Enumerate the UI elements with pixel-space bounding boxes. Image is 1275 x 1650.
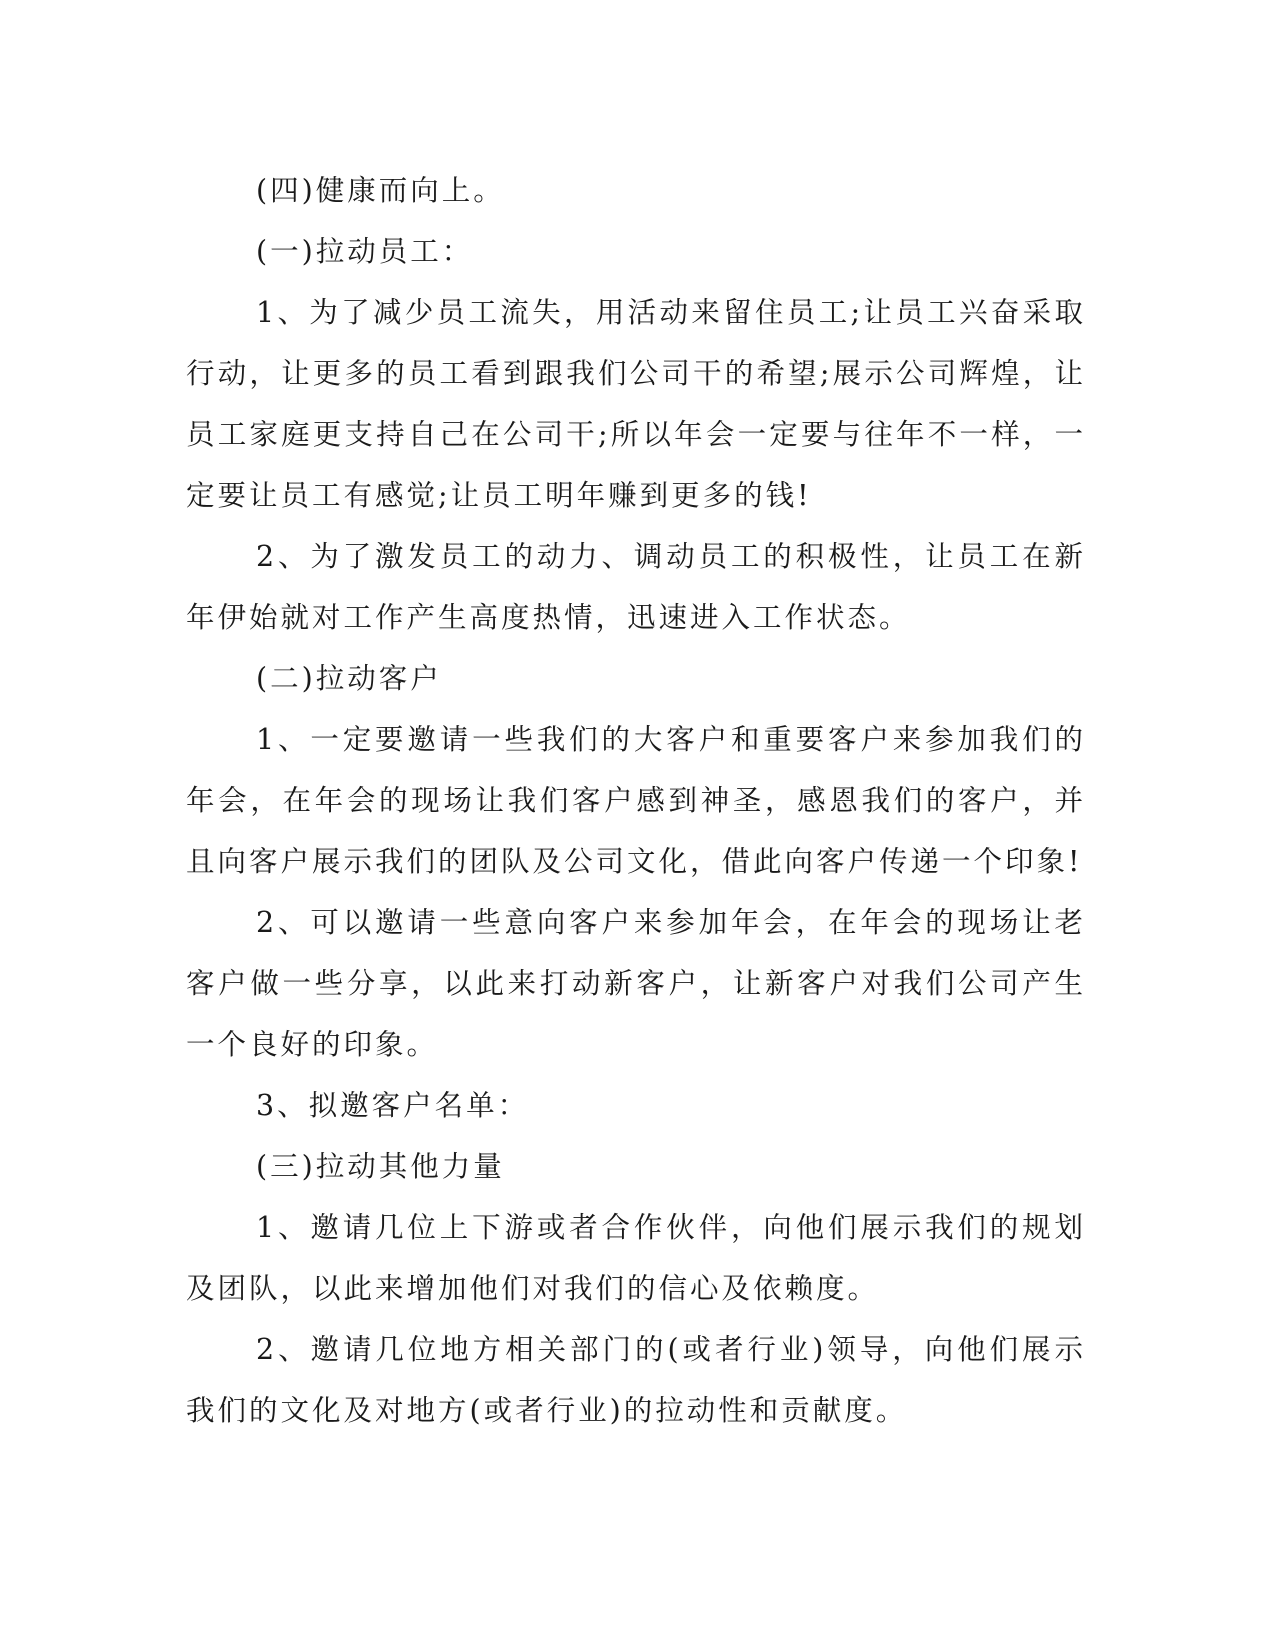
customers-item-2: 2、可以邀请一些意向客户来参加年会，在年会的现场让老客户做一些分享，以此来打动新客户，让新客户对我们公司产生一个良好的印象。 bbox=[186, 906, 1086, 1061]
other-forces-item-2: 2、邀请几位地方相关部门的(或者行业)领导，向他们展示我们的文化及对地方(或者行业)的拉动性和贡献度。 bbox=[186, 1333, 1086, 1427]
employees-item-1: 1、为了减少员工流失，用活动来留住员工;让员工兴奋采取行动，让更多的员工看到跟我们公司干的希望;展示公司辉煌，让员工家庭更支持自己在公司干;所以年会一定要与往年不一样，一定要让员工有感觉;让员工明年赚到更多的钱! bbox=[186, 296, 1086, 512]
employees-item-2: 2、为了激发员工的动力、调动员工的积极性，让员工在新年伊始就对工作产生高度热情，迅速进入工作状态。 bbox=[186, 540, 1086, 634]
section-heading-other-forces: (三)拉动其他力量 bbox=[256, 1150, 505, 1183]
section-heading-customers: (二)拉动客户 bbox=[256, 662, 442, 695]
customers-item-1: 1、一定要邀请一些我们的大客户和重要客户来参加我们的年会，在年会的现场让我们客户感到神圣，感恩我们的客户，并且向客户展示我们的团队及公司文化，借此向客户传递一个印象! bbox=[186, 723, 1086, 878]
section-heading-employees: (一)拉动员工： bbox=[256, 235, 474, 268]
document-body bbox=[186, 160, 1086, 1441]
other-forces-item-1: 1、邀请几位上下游或者合作伙伴，向他们展示我们的规划及团队，以此来增加他们对我们的信心及依赖度。 bbox=[186, 1211, 1086, 1305]
customers-item-3: 3、拟邀客户名单： bbox=[256, 1089, 530, 1122]
section-heading-4: (四)健康而向上。 bbox=[256, 174, 505, 207]
